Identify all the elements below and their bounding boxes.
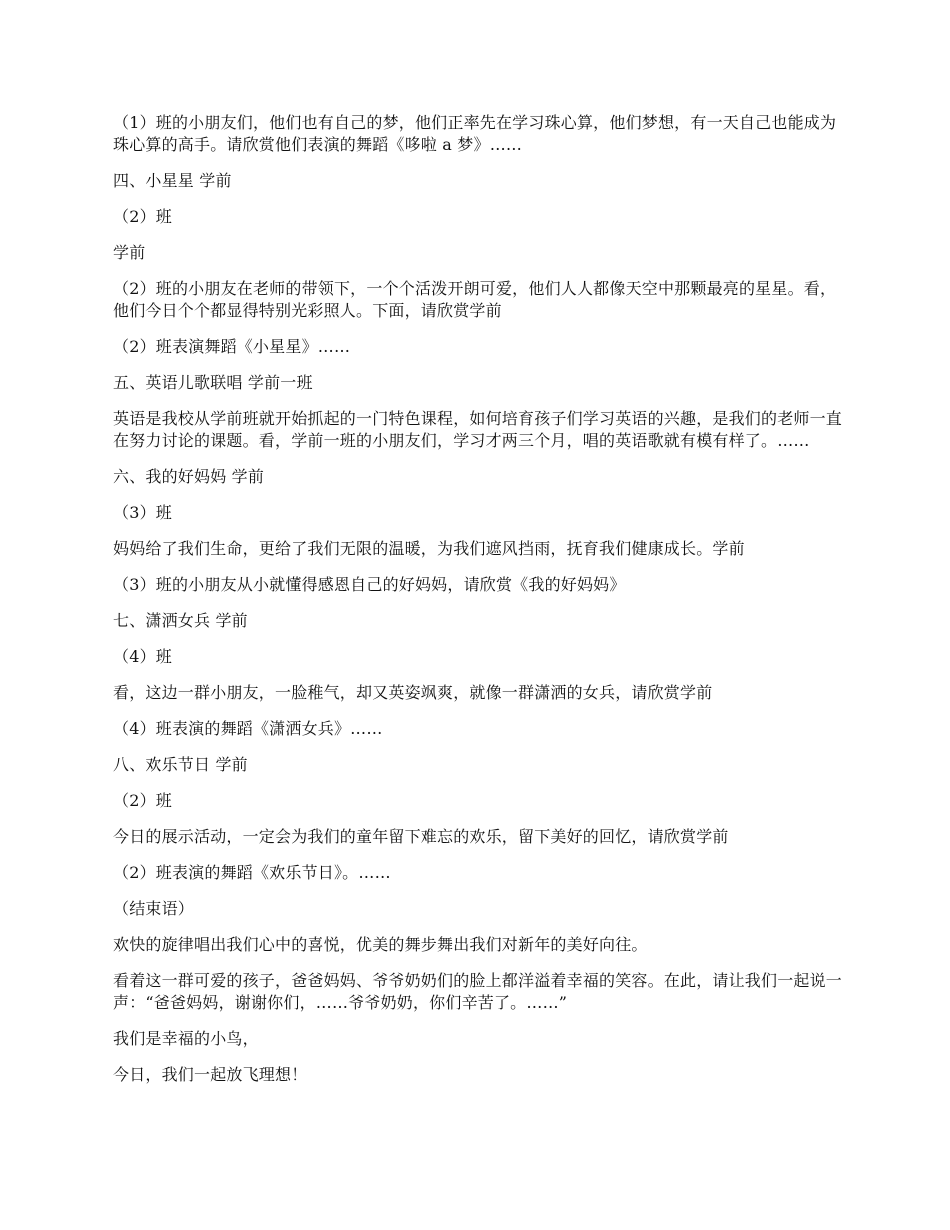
paragraph: 今日的展示活动，一定会为我们的童年留下难忘的欢乐，留下美好的回忆，请欣赏学前 [113,827,729,846]
section-heading: 七、潇洒女兵 学前 [113,611,248,630]
paragraph: （1）班的小朋友们，他们也有自己的梦，他们正率先在学习珠心算，他们梦想，有一天自己也能成为珠心算的高手。请欣赏他们表演的舞蹈《哆啦 a 梦》…… [113,113,837,154]
paragraph: 我们是幸福的小鸟， [113,1029,259,1048]
paragraph: （2）班表演的舞蹈《欢乐节日》。…… [113,863,391,882]
paragraph: 妈妈给了我们生命，更给了我们无限的温暖，为我们遮风挡雨，抚育我们健康成长。学前 [113,539,745,558]
paragraph: （2）班表演舞蹈《小星星》…… [113,337,351,356]
section-heading: 四、小星星 学前 [113,171,232,190]
paragraph: 欢快的旋律唱出我们心中的喜悦，优美的舞步舞出我们对新年的美好向往。 [113,935,648,954]
paragraph: （4）班表演的舞蹈《潇洒女兵》…… [113,719,383,738]
paragraph: 英语是我校从学前班就开始抓起的一门特色课程，如何培育孩子们学习英语的兴趣，是我们的老师一直在努力讨论的课题。看，学前一班的小朋友们，学习才两三个月，唱的英语歌就有模有样了。…… [113,409,843,450]
paragraph: 今日，我们一起放飞理想！ [113,1065,308,1084]
closing-heading: （结束语） [113,899,195,918]
paragraph: 看着这一群可爱的孩子，爸爸妈妈、爷爷奶奶们的脸上都洋溢着幸福的笑容。在此，请让我们一起说一声：“爸爸妈妈，谢谢你们，……爷爷奶奶，你们辛苦了。……” [113,971,843,1012]
section-heading: 八、欢乐节日 学前 [113,755,248,774]
paragraph: 学前 [113,243,146,262]
paragraph: （3）班的小朋友从小就懂得感恩自己的好妈妈，请欣赏《我的好妈妈》 [113,575,626,594]
paragraph: （2）班的小朋友在老师的带领下，一个个活泼开朗可爱，他们人人都像天空中那颗最亮的星星。看，他们今日个个都显得特别光彩照人。下面，请欣赏学前 [113,279,837,320]
paragraph: 看，这边一群小朋友，一脸稚气，却又英姿飒爽，就像一群潇洒的女兵，请欣赏学前 [113,683,713,702]
class-label: （2）班 [113,207,172,226]
section-heading: 六、我的好妈妈 学前 [113,467,265,486]
class-label: （2）班 [113,791,172,810]
document-body [113,112,843,1100]
class-label: （3）班 [113,503,172,522]
class-label: （4）班 [113,647,172,666]
section-heading: 五、英语儿歌联唱 学前一班 [113,373,313,392]
